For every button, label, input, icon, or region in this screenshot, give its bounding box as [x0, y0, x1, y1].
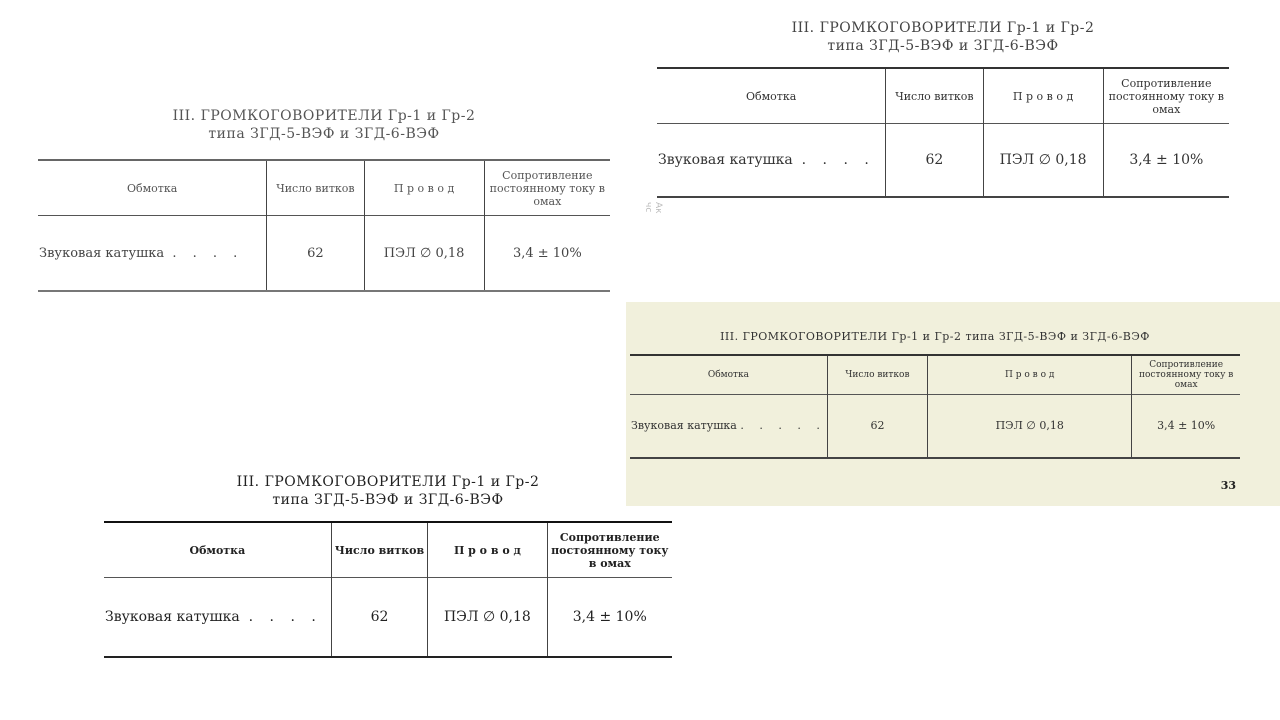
table-caption: III. ГРОМКОГОВОРИТЕЛИ Гр-1 и Гр-2 типа ЗГД-5-ВЭФ и ЗГД-6-ВЭФ — [720, 330, 1150, 343]
cell-winding — [38, 216, 267, 292]
scan-top-left — [38, 108, 610, 292]
caption-line-1: III. ГРОМКОГОВОРИТЕЛИ Гр-1 и Гр-2 — [172, 108, 476, 124]
header-resistance: Сопротивление постоянному току в омах — [1103, 68, 1229, 124]
header-turns: Число витков — [267, 160, 364, 216]
speaker-spec-table — [104, 521, 672, 658]
header-wire: П р о в о д — [983, 68, 1103, 124]
cell-wire: ПЭЛ ∅ 0,18 — [983, 124, 1103, 198]
caption-line-1: III. ГРОМКОГОВОРИТЕЛИ Гр-1 и Гр-2 — [791, 20, 1095, 36]
table-row — [38, 216, 610, 292]
header-row — [38, 160, 610, 216]
header-wire: П р о в о д — [364, 160, 484, 216]
header-resistance: Сопротивление постоянному току в омах — [484, 160, 610, 216]
header-resistance: Сопротивление постоянному току в омах — [547, 522, 672, 578]
cell-turns: 62 — [331, 578, 428, 658]
header-winding: Обмотка — [126, 181, 178, 195]
cell-wire: ПЭЛ ∅ 0,18 — [364, 216, 484, 292]
caption-line-1: III. ГРОМКОГОВОРИТЕЛИ Гр-1 и Гр-2 — [236, 474, 540, 490]
winding-label: Звуковая катушка — [39, 245, 165, 261]
header-turns: Число витков — [331, 522, 428, 578]
table-row — [657, 124, 1229, 198]
winding-label: Звуковая катушка — [658, 152, 793, 168]
header-turns: Число витков — [827, 355, 927, 395]
scan-top-right — [643, 20, 1229, 214]
scan-tinted-page — [626, 302, 1280, 506]
table-caption — [38, 108, 610, 143]
caption-line-2: типа ЗГД-5-ВЭФ и ЗГД-6-ВЭФ — [827, 37, 1059, 54]
header-row — [630, 355, 1240, 395]
cell-resistance: 3,4 ± 10% — [1103, 124, 1229, 198]
header-turns: Число витков — [886, 68, 983, 124]
speaker-spec-table — [630, 354, 1240, 459]
caption-line-2: типа ЗГД-5-ВЭФ и ЗГД-6-ВЭФ — [272, 491, 504, 508]
cell-winding — [104, 578, 331, 658]
header-winding: Обмотка — [189, 543, 246, 557]
cell-resistance: 3,4 ± 10% — [1132, 394, 1240, 458]
dot-leader: . . . . . — [740, 419, 826, 433]
header-winding: Обмотка — [745, 89, 797, 103]
cell-turns: 62 — [886, 124, 983, 198]
cell-resistance: 3,4 ± 10% — [547, 578, 672, 658]
header-row — [657, 68, 1229, 124]
cell-resistance: 3,4 ± 10% — [484, 216, 610, 292]
table-row — [104, 578, 672, 658]
dot-leader: . . . . — [172, 245, 244, 261]
winding-label: Звуковая катушка — [631, 419, 737, 433]
header-row — [104, 522, 672, 578]
caption-line-2: типа ЗГД-5-ВЭФ и ЗГД-6-ВЭФ — [208, 125, 440, 142]
scan-bottom-left — [104, 474, 672, 658]
header-resistance: Сопротивление постоянному току в омах — [1132, 355, 1240, 395]
speaker-spec-table — [657, 67, 1229, 198]
cell-winding — [657, 124, 886, 198]
winding-label: Звуковая катушка — [105, 609, 240, 625]
dot-leader: . . . . — [801, 152, 875, 168]
cell-turns: 62 — [267, 216, 364, 292]
table-caption — [104, 474, 672, 509]
speaker-spec-table — [38, 159, 610, 292]
cell-turns: 62 — [827, 394, 927, 458]
cell-winding — [630, 394, 827, 458]
page-number: 33 — [1220, 479, 1236, 492]
header-wire: П р о в о д — [928, 355, 1132, 395]
header-winding: Обмотка — [707, 369, 750, 380]
table-row — [630, 394, 1240, 458]
header-wire: П р о в о д — [428, 522, 547, 578]
cell-wire: ПЭЛ ∅ 0,18 — [428, 578, 547, 658]
cell-wire: ПЭЛ ∅ 0,18 — [928, 394, 1132, 458]
table-caption — [657, 20, 1229, 55]
dot-leader: . . . . — [248, 609, 322, 625]
margin-note: Ак чс — [643, 202, 663, 214]
